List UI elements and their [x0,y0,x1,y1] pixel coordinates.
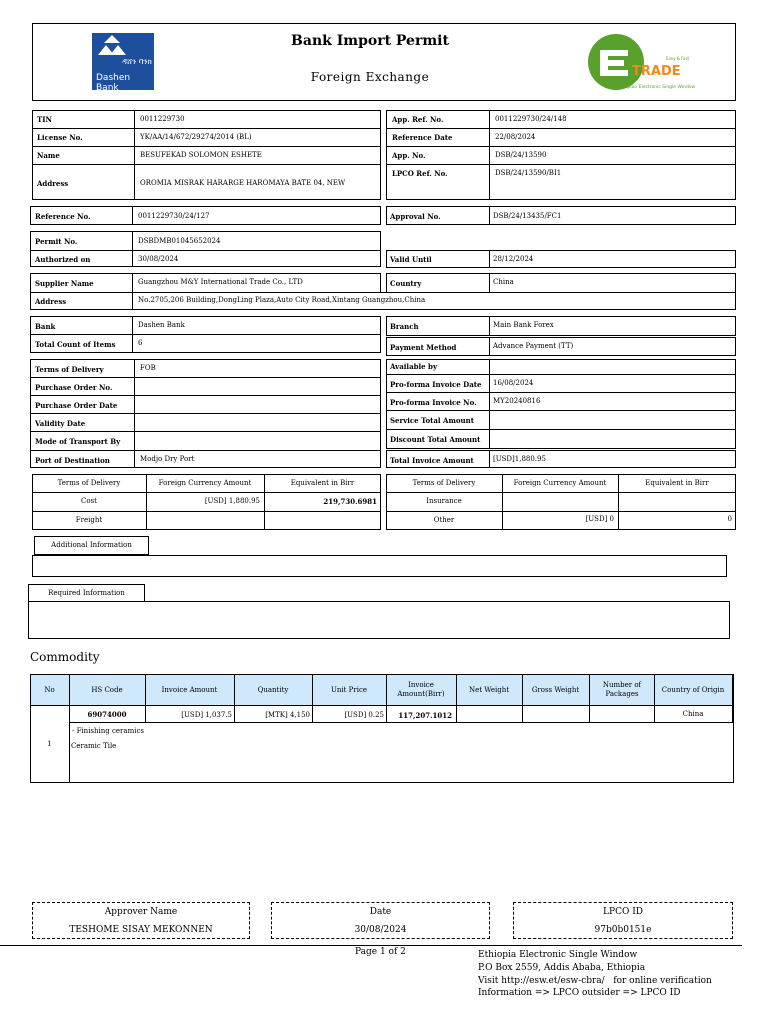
etrade-tagline: Ethiopian Electronic Single Window [616,85,696,90]
cost-left-row1-term: Freight [75,516,103,524]
cost-right-row0-term: Insurance [426,497,462,505]
reference-label: Reference No. [35,212,91,221]
commodity-row-quantity: [MTK] 4,150 [265,711,310,719]
esw-line3: Visit http://esw.et/esw-cbra/ for online verification [478,976,712,986]
cost-right-header-birr: Equivalent in Birr [645,478,709,487]
esw-line1: Ethiopia Electronic Single Window [478,950,638,960]
payment-method-label: Payment Method [390,343,457,352]
tin-value: 0011229730 [140,115,185,123]
authorized-value: 30/08/2024 [138,255,179,263]
supplier-address-label: Address [35,297,67,306]
country-box [386,273,736,293]
commodity-row-invoice: [USD] 1,037.5 [181,711,232,719]
license-label: License No. [37,133,83,142]
country-label: Country [390,279,422,288]
commodity-header-invoice-birr: Invoice Amount(Birr) [397,681,445,698]
cost-left-row0-foreign: [USD] 1,880.95 [204,497,260,505]
bank-label: Bank [35,322,56,331]
commodity-header-invoice: Invoice Amount [161,685,218,694]
name-label: Name [37,151,60,160]
cost-left-header-terms: Terms of Delivery [57,478,121,487]
lpco-id-box [513,902,733,939]
proforma-date-label: Pro-forma Invoice Date [390,380,482,389]
proforma-no-value: MY20240816 [493,397,541,405]
commodity-header-gross: Gross Weight [531,685,580,694]
date-label: Date [369,907,392,917]
page-title: Bank Import Permit [291,33,449,49]
required-info-tab-label: Required Information [48,588,125,597]
etrade-logo [586,30,704,94]
purchase-order-no-label: Purchase Order No. [35,383,113,392]
etrade-small-text: Easy & Fast [666,56,690,61]
ref-date-label: Reference Date [392,133,453,142]
cost-left-header-birr: Equivalent in Birr [290,478,355,487]
etrade-logo-text: TRADE [632,64,681,79]
permit-label: Permit No. [35,237,78,246]
supplier-label: Supplier Name [35,279,94,288]
valid-until-label: Valid Until [390,255,432,264]
commodity-row-no: 1 [47,739,52,748]
date-box [271,902,490,939]
valid-until-box [386,250,736,268]
commodity-row-desc2: Ceramic Tile [71,742,117,750]
supplier-address-value: No.2705,206 Building,DongLing Plaza,Auto City Road,Xintang Guangzhou,China [138,296,426,304]
ref-date-value: 22/08/2024 [495,133,536,141]
commodity-row-invoice-birr: 117,207.1012 [398,711,452,720]
cost-right-row1-term: Other [433,516,455,524]
tin-label: TIN [37,115,52,124]
additional-info-tab-label: Additional Information [51,541,132,549]
commodity-row-unit-price: [USD] 0.25 [344,711,384,719]
cost-right-header-foreign: Foreign Currency Amount [513,478,607,487]
reference-value: 0011229730/24/127 [138,212,210,220]
lpco-id-value: 97b0b0151e [594,925,652,935]
approval-value: DSB/24/13435/FC1 [493,212,562,220]
cost-left-row0-birr: 219,730.6981 [323,497,377,506]
discount-total-label: Discount Total Amount [390,435,481,444]
terms-delivery-value: FOB [140,364,156,372]
commodity-header-quantity: Quantity [257,685,289,694]
esw-line2: P.O Box 2559, Addis Ababa, Ethiopia [478,963,646,973]
purchase-order-date-label: Purchase Order Date [35,401,118,410]
app-no-value: DSB/24/13590 [495,151,547,159]
payment-method-value: Advance Payment (TT) [493,342,574,350]
name-value: BESUFEKAD SOLOMON ESHETE [140,151,262,159]
branch-box [386,316,736,336]
country-value: China [493,278,514,286]
dashen-bank-logo [92,33,154,93]
approver-label: Approver Name [104,907,178,917]
commodity-header-unit-price: Unit Price [330,685,368,694]
permit-value: DSBDMB01045652024 [138,237,221,245]
approval-label: Approval No. [390,212,441,221]
esw-line4: Information => LPCO outsider => LPCO ID [478,988,681,998]
mode-transport-label: Mode of Transport By [35,437,121,446]
commodity-row-desc1: - Finishing ceramics [72,727,144,735]
total-invoice-value: [USD]1,880.95 [493,455,546,463]
validity-date-label: Validity Date [35,419,86,428]
cost-left-row0-term: Cost [81,497,97,505]
branch-value: Main Bank Forex [493,321,554,329]
proforma-no-label: Pro-forma Invoice No. [390,398,477,407]
cost-right-row1-birr: 0 [727,515,732,523]
proforma-date-value: 16/08/2024 [493,379,534,387]
dashen-logo-script: ዳሸን ባንክ [122,57,152,66]
commodity-title: Commodity [30,650,100,664]
available-by-label: Available by [390,362,438,371]
app-no-label: App. No. [392,151,426,160]
lpco-id-label: LPCO ID [603,907,643,917]
commodity-header-net: Net Weight [468,685,510,694]
dashen-logo-text: Dashen Bank [96,73,131,93]
lpco-ref-value: DSB/24/13590/BI1 [495,169,562,177]
cost-right-header-terms: Terms of Delivery [412,478,476,487]
page-subtitle: Foreign Exchange [310,70,430,84]
additional-info-box [32,555,727,577]
commodity-row-origin: China [682,709,704,718]
license-value: YK/AA/14/672/29274/2014 (BL) [140,133,252,141]
supplier-value: Guangzhou M&Y International Trade Co., LTD [138,278,303,286]
approver-box [32,902,250,939]
commodity-row-hs: 69074000 [87,709,127,719]
commodity-header-no: No [44,685,55,694]
page-number: Page 1 of 2 [355,947,406,957]
port-destination-value: Modjo Dry Port [140,455,195,463]
required-info-box [28,601,730,639]
lpco-ref-label: LPCO Ref. No. [392,169,448,178]
terms-delivery-label: Terms of Delivery [35,365,104,374]
bank-value: Dashen Bank [138,321,185,329]
cost-right-row1-foreign: [USD] 0 [585,515,614,523]
app-ref-label: App. Ref. No. [392,115,444,124]
total-items-label: Total Count of Items [35,340,116,349]
commodity-header-origin: Country of Origin [661,685,725,694]
commodity-header-hs: HS Code [91,685,123,694]
total-invoice-label: Total Invoice Amount [390,456,474,465]
address-value: OROMIA MISRAK HARARGE HAROMAYA BATE 04, NEW [140,179,346,187]
date-value: 30/08/2024 [354,925,407,935]
cost-left-header-foreign: Foreign Currency Amount [158,478,252,487]
address-label: Address [37,179,69,188]
port-destination-label: Port of Destination [35,456,110,465]
approver-value: TESHOME SISAY MEKONNEN [69,925,213,935]
branch-label: Branch [390,322,419,331]
total-items-value: 6 [138,339,143,347]
app-ref-value: 0011229730/24/148 [495,115,567,123]
footer-divider [0,945,742,946]
commodity-header-packages: Number of Packages [602,681,642,698]
service-total-label: Service Total Amount [390,416,474,425]
valid-until-value: 28/12/2024 [493,255,534,263]
authorized-label: Authorized on [35,255,91,264]
